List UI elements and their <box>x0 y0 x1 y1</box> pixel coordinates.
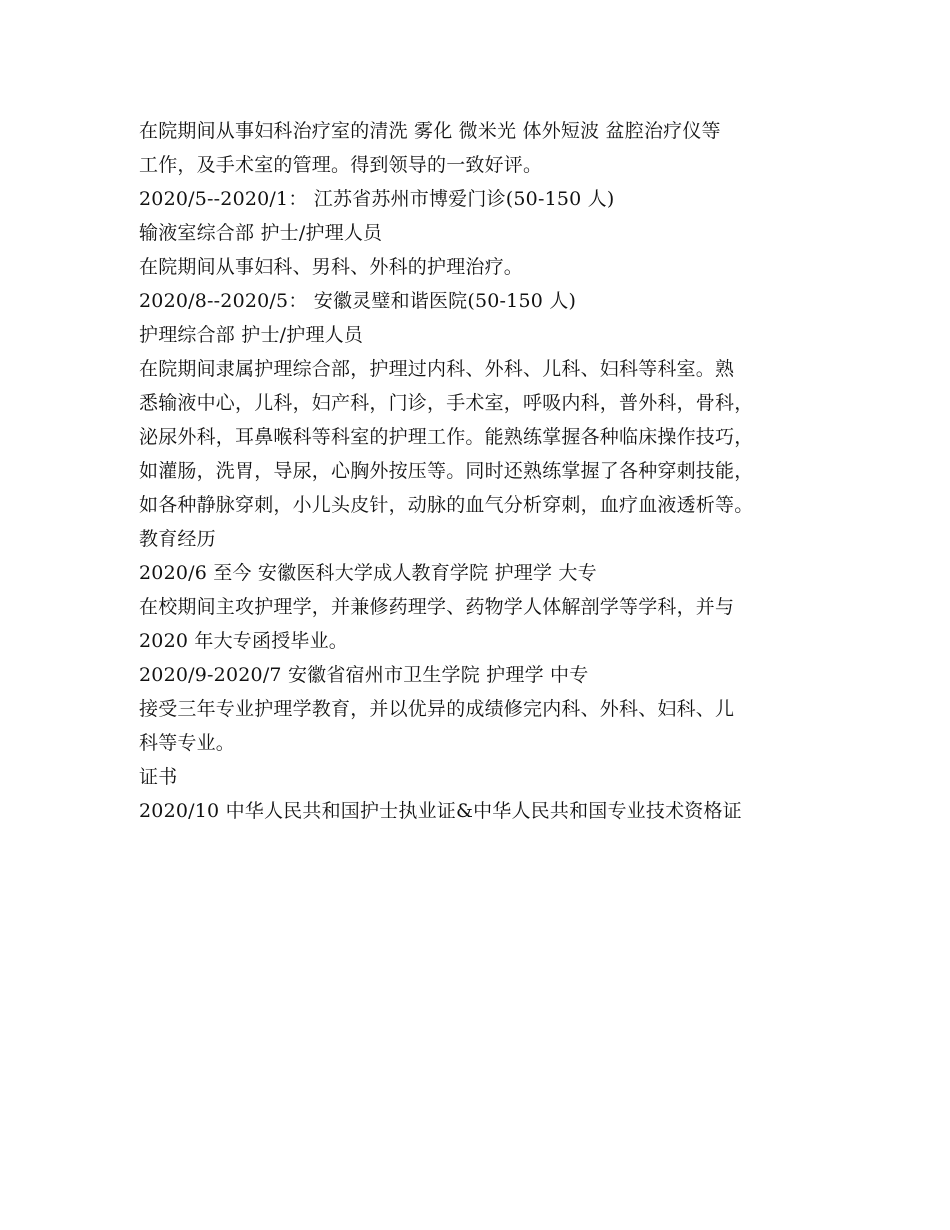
section-heading-certificates: 证书 <box>139 766 178 788</box>
text-line: 泌尿外科，耳鼻喉科等科室的护理工作。能熟练掌握各种临床操作技巧， <box>139 426 754 448</box>
text-line: 工作，及手术室的管理。得到领导的一致好评。 <box>139 154 543 176</box>
text-line: 接受三年专业护理学教育，并以优异的成绩修完内科、外科、妇科、儿 <box>139 698 735 720</box>
education-entry: 2020/9-2020/7 安徽省宿州市卫生学院 护理学 中专 <box>139 664 589 686</box>
text-line: 在校期间主攻护理学，并兼修药理学、药物学人体解剖学等学科，并与 <box>139 596 735 618</box>
text-line: 在院期间隶属护理综合部，护理过内科、外科、儿科、妇科等科室。熟 <box>139 358 735 380</box>
text-line: 悉输液中心，儿科，妇产科，门诊，手术室，呼吸内科，普外科，骨科， <box>139 392 754 414</box>
work-entry-date: 2020/8--2020/5： 安徽灵璧和谐医院(50-150 人) <box>139 290 577 312</box>
education-entry: 2020/6 至今 安徽医科大学成人教育学院 护理学 大专 <box>139 562 597 584</box>
text-line: 科等专业。 <box>139 732 236 754</box>
text-line: 在院期间从事妇科治疗室的清洗 雾化 微米光 体外短波 盆腔治疗仪等 <box>139 120 721 142</box>
text-line: 如各种静脉穿刺，小儿头皮针，动脉的血气分析穿刺，血疗血液透析等。 <box>139 494 754 516</box>
work-entry-position: 护理综合部 护士/护理人员 <box>139 324 364 346</box>
work-entry-position: 输液室综合部 护士/护理人员 <box>139 222 383 244</box>
text-line: 2020 年大专函授毕业。 <box>139 630 348 652</box>
text-line: 在院期间从事妇科、男科、外科的护理治疗。 <box>139 256 524 278</box>
text-line: 如灌肠，洗胃，导尿，心胸外按压等。同时还熟练掌握了各种穿刺技能， <box>139 460 754 482</box>
work-entry-date: 2020/5--2020/1： 江苏省苏州市博爱门诊(50-150 人) <box>139 188 615 210</box>
resume-text-body <box>139 114 839 828</box>
certificate-entry: 2020/10 中华人民共和国护士执业证&中华人民共和国专业技术资格证 <box>139 800 742 822</box>
section-heading-education: 教育经历 <box>139 528 216 550</box>
